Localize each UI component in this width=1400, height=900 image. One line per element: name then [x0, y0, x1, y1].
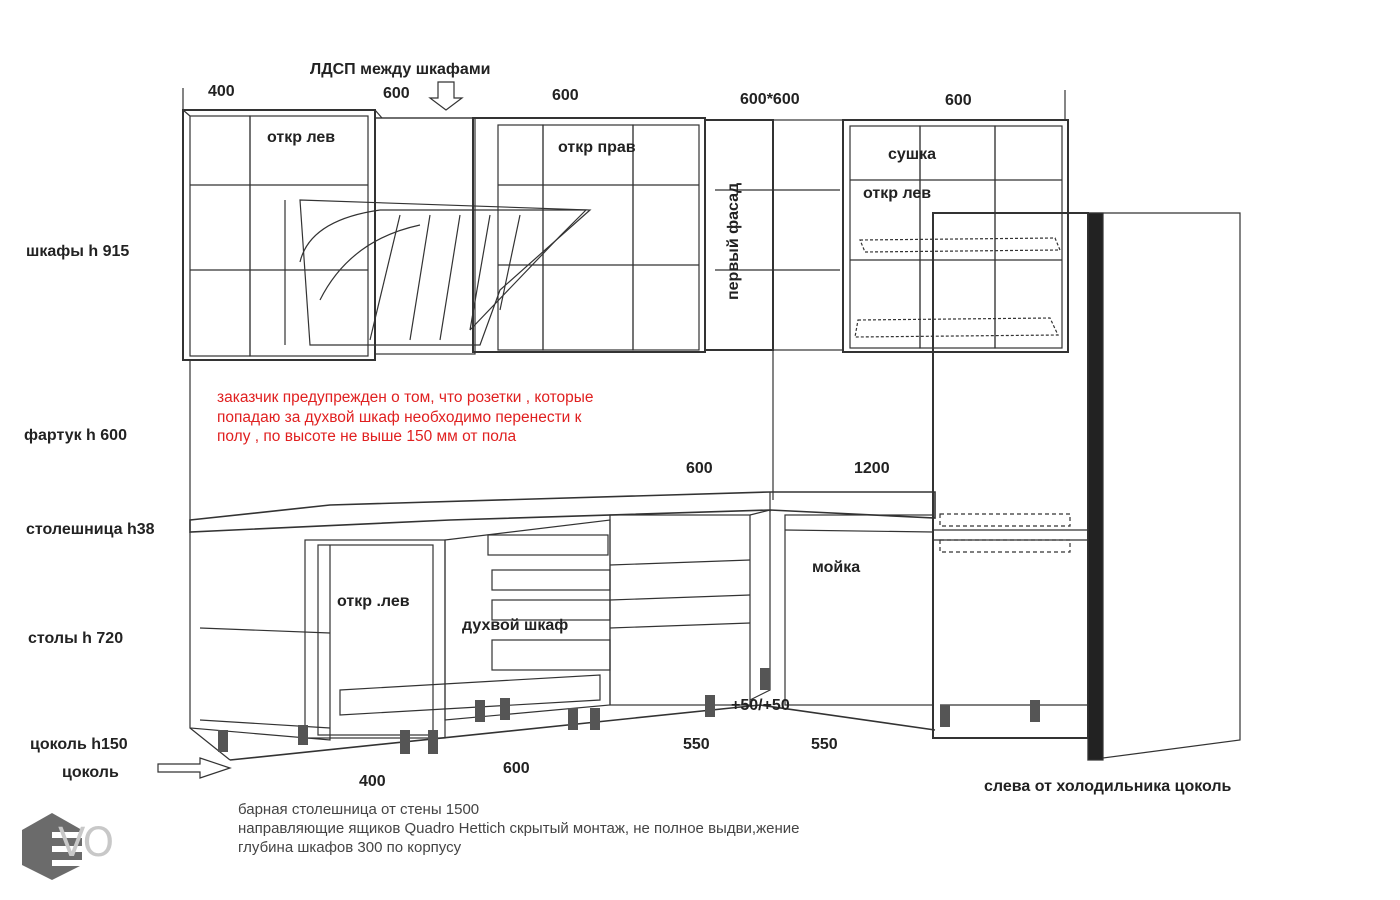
note-line-2: направляющие ящиков Quadro Hettich скрытый монтаж, не полное выдви,жение	[238, 820, 800, 837]
note-line-3: глубина шкафов 300 по корпусу	[238, 839, 462, 856]
dim-bottom-600: 600	[503, 760, 530, 777]
dim-bottom-550-a: 550	[683, 736, 710, 753]
ldsp-label: ЛДСП между шкафами	[310, 61, 491, 78]
otkr-lev-right-label: откр лев	[863, 185, 932, 202]
moyka-label: мойка	[812, 559, 861, 576]
lower-cabinets	[190, 510, 935, 760]
cokol-h-label: цоколь h150	[30, 736, 128, 753]
dim-mid-600: 600	[686, 460, 713, 477]
cokol-arrow	[158, 758, 230, 778]
dim-top-600x600: 600*600	[740, 91, 800, 108]
plus50-label: +50/+50	[731, 697, 790, 714]
otkr-lev-bottom-label: откр .лев	[337, 593, 410, 610]
shkafy-label: шкафы h 915	[26, 243, 130, 260]
stoleshnica-label: столешница h38	[26, 521, 155, 538]
otkr-lev-top-label: откр лев	[267, 129, 336, 146]
otkr-prav-label: откр прав	[558, 139, 636, 156]
pervy-fasad-label: первый фасад	[725, 182, 742, 300]
sushka-label: сушка	[888, 146, 937, 163]
dim-mid-1200: 1200	[854, 460, 890, 477]
fartuk-label: фартук h 600	[24, 427, 127, 444]
dim-top-400: 400	[208, 83, 235, 100]
dim-bottom-550-b: 550	[811, 736, 838, 753]
duhovoy-label: духвой шкаф	[462, 617, 569, 634]
dim-top-600-c: 600	[945, 92, 972, 109]
dim-bottom-400: 400	[359, 773, 386, 790]
fridge-note: слева от холодильника цоколь	[984, 778, 1232, 795]
cabinet-legs	[218, 668, 1040, 754]
ldsp-arrow	[430, 82, 462, 110]
note-line-1: барная столешница от стены 1500	[238, 801, 480, 818]
warning-line-3: полу , по высоте не выше 150 мм от пола	[217, 428, 517, 445]
cokol-label: цоколь	[62, 764, 119, 781]
dim-top-600-a: 600	[383, 85, 410, 102]
logo-text: VO	[58, 820, 113, 866]
fridge	[933, 213, 1240, 760]
stoly-label: столы h 720	[28, 630, 124, 647]
dim-top-600-b: 600	[552, 87, 579, 104]
warning-line-2: попадаю за духвой шкаф необходимо перенести к	[217, 409, 582, 426]
warning-line-1: заказчик предупрежден о том, что розетки , которые	[217, 389, 594, 406]
